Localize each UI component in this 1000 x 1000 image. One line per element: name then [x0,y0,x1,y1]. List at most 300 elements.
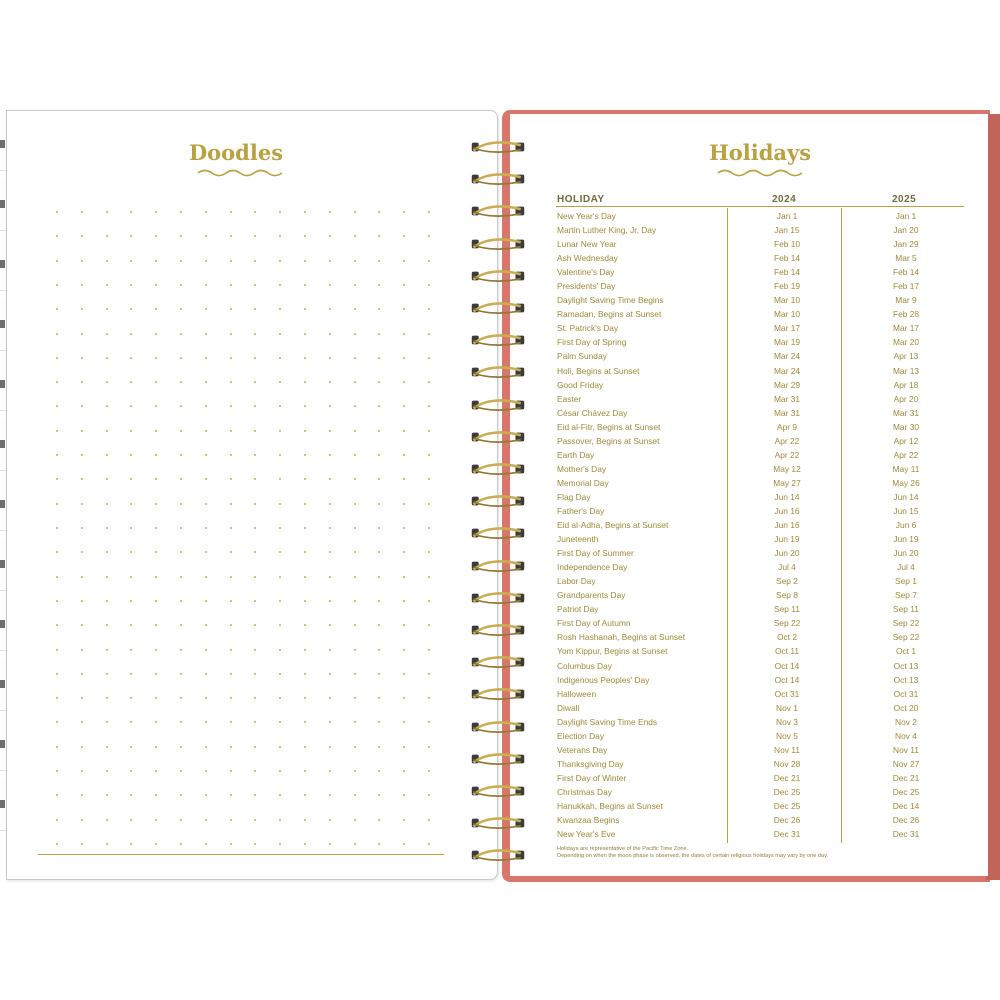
holiday-name: Palm Sunday [557,351,607,362]
grid-dot [81,333,83,335]
holiday-name: Presidents' Day [557,281,616,292]
note-line: Depending on when the moon phase is observed, the dates of certain religious holidays may vary by one day. [557,853,829,859]
grid-dot [279,624,281,626]
grid-dot [230,527,232,529]
grid-dot [56,333,58,335]
holiday-name: Halloween [557,688,597,699]
grid-dot [354,794,356,796]
holiday-row [557,659,957,673]
grid-dot [106,673,108,675]
grid-dot [205,381,207,383]
holiday-date-2024: Mar 10 [773,309,801,320]
grid-dot [205,770,207,772]
holiday-date-2024: Oct 2 [776,632,797,643]
grid-dot [106,721,108,723]
holiday-row [557,349,957,363]
grid-dot [155,600,157,602]
grid-dot [130,770,132,772]
grid-dot [403,284,405,286]
grid-dot [106,624,108,626]
grid-dot [130,673,132,675]
holiday-row [557,616,957,630]
grid-dot [205,430,207,432]
grid-dot [279,405,281,407]
grid-dot [354,405,356,407]
grid-dot [279,649,281,651]
grid-dot [81,527,83,529]
grid-dot [354,308,356,310]
spiral-coil [466,784,530,798]
holiday-date-2024: Oct 14 [774,660,800,671]
holiday-date-2024: Mar 24 [773,365,801,376]
grid-dot [81,405,83,407]
holiday-date-2024: Mar 17 [773,323,801,334]
grid-dot [56,551,58,553]
grid-dot [254,576,256,578]
holiday-date-2024: Apr 22 [774,449,800,460]
grid-dot [56,819,58,821]
holiday-date-2024: Apr 9 [776,421,798,432]
doodles-bottom-rule [38,854,444,855]
grid-dot [130,819,132,821]
grid-dot [81,308,83,310]
grid-dot [329,600,331,602]
holiday-name: Labor Day [557,576,596,587]
grid-dot [304,503,306,505]
grid-dot [403,333,405,335]
grid-dot [81,649,83,651]
grid-dot [106,454,108,456]
holiday-date-2024: Jul 4 [778,562,796,573]
grid-dot [254,794,256,796]
holiday-name: Mother's Day [557,463,607,474]
holiday-date-2025: Sep 7 [895,590,917,601]
grid-dot [304,381,306,383]
grid-dot [230,478,232,480]
holiday-name: Ramadan, Begins at Sunset [557,309,662,320]
grid-dot [180,333,182,335]
grid-dot [106,430,108,432]
grid-dot [403,235,405,237]
grid-dot [56,357,58,359]
spiral-coil [466,269,530,283]
grid-dot [304,235,306,237]
holiday-name: Flag Day [557,491,591,502]
spiral-coil [466,333,530,347]
grid-dot [304,551,306,553]
grid-dot [354,430,356,432]
grid-dot [403,746,405,748]
holiday-date-2025: Dec 21 [892,772,920,783]
grid-dot [130,454,132,456]
holiday-row [557,279,957,293]
grid-dot [205,454,207,456]
holiday-name: Christmas Day [557,786,612,797]
holiday-name: Hanukkah, Begins at Sunset [557,800,663,811]
grid-dot [254,308,256,310]
holiday-date-2025: Jun 19 [893,534,919,545]
grid-dot [155,381,157,383]
grid-dot [378,649,380,651]
holiday-date-2025: Apr 20 [893,393,919,404]
grid-dot [56,454,58,456]
grid-dot [354,600,356,602]
holiday-date-2024: Feb 14 [773,253,801,264]
grid-dot [428,211,430,213]
grid-dot [403,721,405,723]
grid-dot [230,308,232,310]
grid-dot [81,624,83,626]
grid-dot [329,843,331,845]
grid-dot [378,260,380,262]
holiday-date-2025: Oct 13 [893,660,919,671]
holiday-name: Columbus Day [557,660,612,671]
grid-dot [180,649,182,651]
grid-dot [130,235,132,237]
grid-dot [155,819,157,821]
grid-dot [403,308,405,310]
grid-dot [354,527,356,529]
holiday-name: Veterans Day [557,744,608,755]
grid-dot [106,478,108,480]
grid-dot [106,211,108,213]
grid-dot [205,284,207,286]
grid-dot [354,235,356,237]
grid-dot [354,721,356,723]
holiday-row [557,490,957,504]
holiday-date-2024: Nov 5 [776,730,798,741]
spiral-coil [466,172,530,186]
holiday-row [557,420,957,434]
grid-dot [378,430,380,432]
grid-dot [329,697,331,699]
holiday-date-2025: Mar 20 [892,337,920,348]
grid-dot [279,235,281,237]
tab-label-mark [0,440,5,448]
grid-dot [81,284,83,286]
holiday-date-2025: Dec 31 [892,829,920,840]
holiday-date-2025: Jun 20 [893,548,919,559]
grid-dot [403,527,405,529]
grid-dot [180,819,182,821]
grid-dot [428,843,430,845]
grid-dot [130,721,132,723]
grid-dot [378,357,380,359]
grid-dot [254,721,256,723]
grid-dot [205,308,207,310]
grid-dot [354,576,356,578]
holiday-date-2025: Feb 28 [892,309,920,320]
grid-dot [279,284,281,286]
grid-dot [180,673,182,675]
grid-dot [378,308,380,310]
grid-dot [106,381,108,383]
grid-dot [329,381,331,383]
grid-dot [329,673,331,675]
holiday-row [557,546,957,560]
spiral-coil [466,365,530,379]
grid-dot [304,284,306,286]
grid-dot [106,843,108,845]
grid-dot [81,600,83,602]
grid-dot [155,649,157,651]
grid-dot [254,649,256,651]
grid-dot [304,405,306,407]
spiral-coil [466,559,530,573]
holiday-date-2025: Mar 30 [892,421,920,432]
grid-dot [130,260,132,262]
holiday-row [557,757,957,771]
spiral-coil [466,494,530,508]
holiday-date-2025: Sep 1 [895,576,917,587]
grid-dot [354,381,356,383]
holiday-row [557,771,957,785]
holiday-table [557,209,957,841]
grid-dot [56,405,58,407]
grid-dot [378,405,380,407]
grid-dot [378,333,380,335]
grid-dot [354,478,356,480]
grid-dot [403,697,405,699]
holiday-row [557,476,957,490]
grid-dot [180,308,182,310]
grid-dot [180,624,182,626]
holiday-date-2025: Apr 22 [893,449,919,460]
tab-label-mark [0,200,5,208]
grid-dot [279,357,281,359]
holiday-row [557,209,957,223]
grid-dot [180,721,182,723]
grid-dot [130,333,132,335]
grid-dot [279,333,281,335]
holiday-date-2024: May 12 [773,463,801,474]
grid-dot [230,430,232,432]
grid-dot [130,478,132,480]
column-header-2025: 2025 [892,194,917,205]
grid-dot [254,284,256,286]
holiday-row [557,462,957,476]
grid-dot [378,576,380,578]
grid-dot [130,600,132,602]
holidays-title-squiggle [716,168,804,178]
holiday-date-2024: Oct 14 [774,674,800,685]
holiday-date-2024: Sep 2 [776,576,798,587]
holiday-name: First Day of Winter [557,772,627,783]
holiday-row [557,335,957,349]
grid-dot [81,454,83,456]
holiday-row [557,799,957,813]
grid-dot [205,211,207,213]
grid-dot [155,454,157,456]
grid-dot [254,333,256,335]
grid-dot [230,624,232,626]
holiday-date-2024: Jan 1 [776,211,798,221]
grid-dot [279,673,281,675]
grid-dot [106,503,108,505]
grid-dot [403,673,405,675]
holiday-row [557,237,957,251]
grid-dot [329,721,331,723]
grid-dot [254,430,256,432]
grid-dot [180,405,182,407]
grid-dot [254,551,256,553]
holiday-date-2024: Dec 25 [773,800,801,811]
grid-dot [304,843,306,845]
grid-dot [329,284,331,286]
grid-dot [378,697,380,699]
holiday-date-2024: Jun 19 [774,534,800,545]
tab-label-mark [0,380,5,388]
grid-dot [180,843,182,845]
holiday-date-2025: Jun 14 [893,491,919,502]
grid-dot [329,211,331,213]
holiday-date-2025: Apr 18 [893,379,919,390]
header-rule [556,206,964,207]
holiday-date-2024: Jun 14 [774,491,800,502]
dot-grid[interactable] [56,211,428,843]
grid-dot [403,770,405,772]
grid-dot [329,746,331,748]
grid-dot [155,284,157,286]
holiday-date-2024: Mar 19 [773,337,801,348]
grid-dot [180,503,182,505]
grid-dot [230,235,232,237]
holiday-row [557,743,957,757]
grid-dot [155,308,157,310]
grid-dot [81,235,83,237]
grid-dot [205,503,207,505]
grid-dot [230,576,232,578]
holiday-date-2025: Apr 13 [893,351,919,362]
spiral-coil [466,655,530,669]
grid-dot [205,551,207,553]
spiral-coil [466,591,530,605]
grid-dot [354,503,356,505]
grid-dot [155,357,157,359]
grid-dot [130,211,132,213]
grid-dot [230,551,232,553]
grid-dot [354,551,356,553]
grid-dot [81,551,83,553]
grid-dot [378,770,380,772]
grid-dot [56,697,58,699]
holiday-name: Good Friday [557,379,604,390]
holiday-row [557,293,957,307]
grid-dot [230,843,232,845]
grid-dot [354,454,356,456]
grid-dot [130,430,132,432]
grid-dot [428,819,430,821]
grid-dot [180,357,182,359]
holiday-date-2025: May 11 [892,463,920,474]
grid-dot [81,721,83,723]
holiday-row [557,504,957,518]
grid-dot [230,333,232,335]
grid-dot [106,600,108,602]
grid-dot [81,211,83,213]
grid-dot [56,746,58,748]
holiday-date-2024: Jan 15 [774,225,800,236]
grid-dot [329,770,331,772]
holiday-date-2024: Dec 25 [773,786,801,797]
holiday-date-2025: Jan 29 [893,239,919,250]
grid-dot [329,260,331,262]
spiral-coil [466,204,530,218]
grid-dot [56,211,58,213]
holiday-date-2025: Oct 20 [893,702,919,713]
grid-dot [329,430,331,432]
grid-dot [304,697,306,699]
grid-dot [378,746,380,748]
holiday-date-2024: Nov 3 [776,716,798,727]
holiday-date-2025: Dec 14 [892,800,920,811]
holiday-date-2024: Feb 19 [773,281,801,292]
grid-dot [56,381,58,383]
grid-dot [378,721,380,723]
grid-dot [81,357,83,359]
grid-dot [106,794,108,796]
grid-dot [230,770,232,772]
grid-dot [254,405,256,407]
holiday-date-2024: Dec 31 [773,829,801,840]
grid-dot [180,260,182,262]
spiral-coil [466,526,530,540]
grid-dot [279,551,281,553]
grid-dot [106,551,108,553]
grid-dot [304,211,306,213]
holiday-row [557,602,957,616]
holiday-date-2025: Nov 27 [892,758,920,769]
grid-dot [180,600,182,602]
holiday-name: Kwanzaa Begins [557,815,620,826]
grid-dot [130,551,132,553]
holiday-name: Diwali [557,702,580,713]
grid-dot [403,624,405,626]
grid-dot [180,454,182,456]
grid-dot [378,211,380,213]
grid-dot [106,260,108,262]
grid-dot [428,284,430,286]
holiday-date-2025: Nov 11 [893,744,919,755]
grid-dot [205,478,207,480]
grid-dot [279,697,281,699]
grid-dot [378,819,380,821]
grid-dot [155,430,157,432]
grid-dot [155,503,157,505]
grid-dot [279,503,281,505]
grid-dot [205,333,207,335]
holiday-row [557,560,957,574]
holiday-row [557,307,957,321]
holiday-row [557,673,957,687]
holiday-name: Memorial Day [557,477,609,488]
grid-dot [205,746,207,748]
grid-dot [180,478,182,480]
holiday-row [557,644,957,658]
grid-dot [329,794,331,796]
grid-dot [56,503,58,505]
grid-dot [254,478,256,480]
holiday-row [557,251,957,265]
holiday-date-2025: Mar 5 [895,253,917,264]
holiday-row [557,574,957,588]
grid-dot [403,454,405,456]
grid-dot [304,260,306,262]
grid-dot [81,576,83,578]
grid-dot [254,503,256,505]
holiday-name: Yom Kippur, Begins at Sunset [557,646,668,657]
holidays-title: Holidays [708,140,812,165]
